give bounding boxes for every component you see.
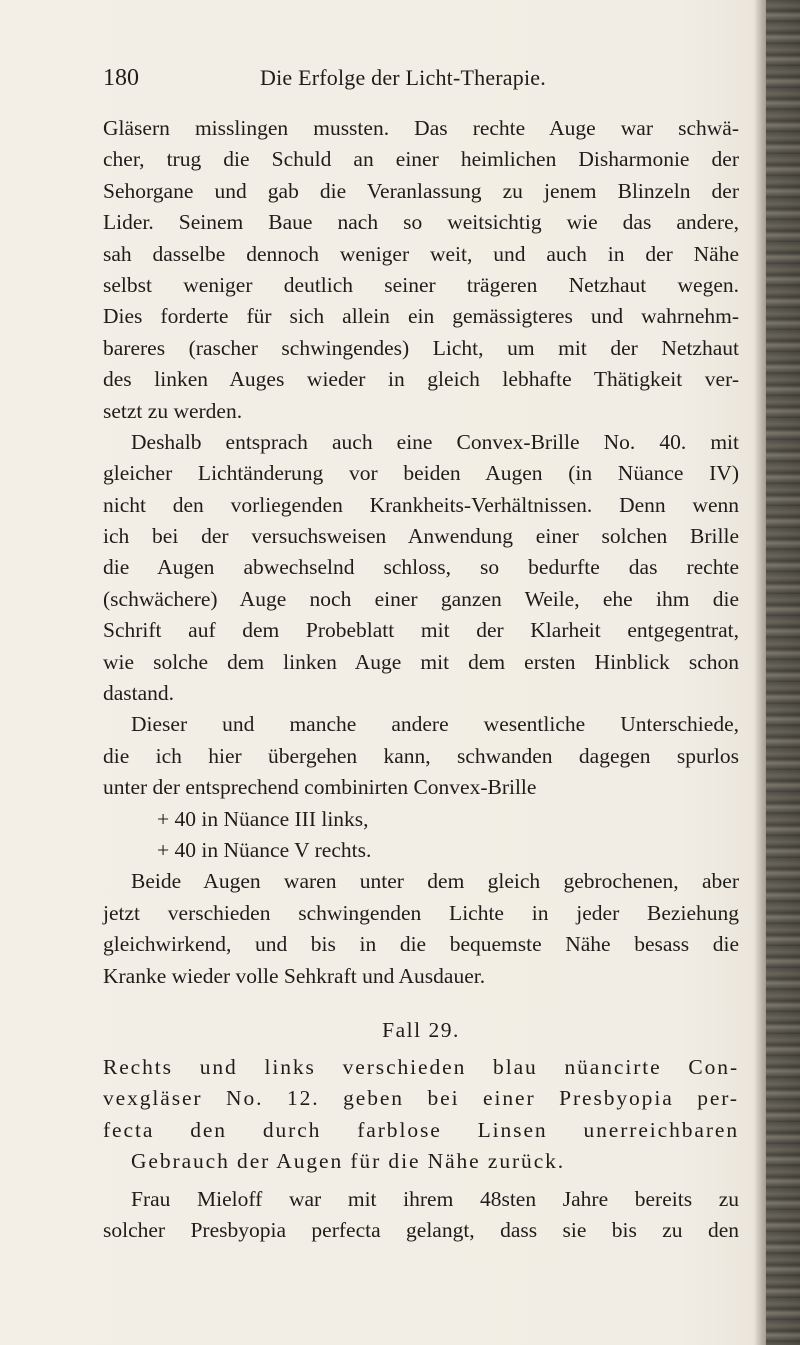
text-line: dastand.: [103, 681, 175, 706]
prescription-line: + 40 in Nüance V rechts.: [157, 837, 372, 862]
text-line: gleicher Lichtänderung vor beiden Augen (in Nüance IV): [103, 461, 739, 486]
text-line: setzt zu werden.: [103, 398, 243, 423]
text-line: selbst weniger deutlich seiner trägeren Netzhaut wegen.: [103, 272, 739, 297]
case-summary-line: fecta den durch farblose Linsen unerreichbaren: [103, 1117, 739, 1142]
text-line: sah dasselbe dennoch weniger weit, und auch in der Nähe: [103, 241, 739, 266]
text-line: bareres (rascher schwingendes) Licht, um mit der Netzhaut: [103, 335, 739, 360]
text-line: die ich hier übergehen kann, schwanden dagegen spurlos: [103, 743, 739, 768]
paragraph-start: Frau Mieloff war mit ihrem 48sten Jahre bereits zu: [131, 1186, 739, 1211]
text-line: die Augen abwechselnd schloss, so bedurfte das rechte: [103, 555, 739, 580]
text-line: wie solche dem linken Auge mit dem ersten Hinblick schon: [103, 649, 739, 674]
paragraph-start: Deshalb entsprach auch eine Convex-Brille No. 40. mit: [131, 429, 739, 454]
text-line: (schwächere) Auge noch einer ganzen Weile, ehe ihm die: [103, 586, 739, 611]
text-line: jetzt verschieden schwingenden Lichte in jeder Beziehung: [103, 900, 739, 925]
text-line: Gläsern misslingen mussten. Das rechte Auge war schwä-: [103, 116, 739, 140]
body-text: [103, 113, 739, 1246]
page-number: 180: [103, 65, 139, 91]
case-heading: Fall 29.: [382, 1017, 460, 1042]
text-line: Dies forderte für sich allein ein gemässigteres und wahrnehm-: [103, 304, 739, 329]
text-line: Schrift auf dem Probeblatt mit der Klarheit entgegentrat,: [103, 618, 739, 643]
text-line: Kranke wieder volle Sehkraft und Ausdauer.: [103, 963, 486, 988]
text-line: unter der entsprechend combinirten Convex-Brille: [103, 775, 537, 800]
text-line: des linken Auges wieder in gleich lebhafte Thätigkeit ver-: [103, 367, 739, 392]
text-line: Lider. Seinem Baue nach so weitsichtig wie das andere,: [103, 210, 739, 235]
text-line: gleichwirkend, und bis in die bequemste Nähe besass die: [103, 932, 739, 957]
case-summary-line: Rechts und links verschieden blau nüancirte Con-: [103, 1054, 739, 1079]
text-line: ich bei der versuchsweisen Anwendung einer solchen Brille: [103, 524, 739, 549]
page-edge-shadow: [754, 0, 766, 1345]
text-line: cher, trug die Schuld an einer heimlichen Disharmonie der: [103, 147, 739, 172]
paragraph-start: Dieser und manche andere wesentliche Unterschiede,: [131, 712, 739, 737]
prescription-line: + 40 in Nüance III links,: [157, 806, 369, 831]
text-line: solcher Presbyopia perfecta gelangt, dass sie bis zu den: [103, 1217, 739, 1242]
paragraph-start: Beide Augen waren unter dem gleich gebrochenen, aber: [131, 869, 739, 894]
book-edge: [766, 0, 800, 1345]
text-line: nicht den vorliegenden Krankheits-Verhältnissen. Denn wenn: [103, 492, 739, 517]
running-head: Die Erfolge der Licht-Therapie.: [260, 65, 546, 90]
case-summary-line: vexgläser No. 12. geben bei einer Presbyopia per-: [103, 1086, 739, 1111]
text-line: Sehorgane und gab die Veranlassung zu jenem Blinzeln der: [103, 178, 739, 203]
case-summary-line: Gebrauch der Augen für die Nähe zurück.: [131, 1149, 566, 1174]
